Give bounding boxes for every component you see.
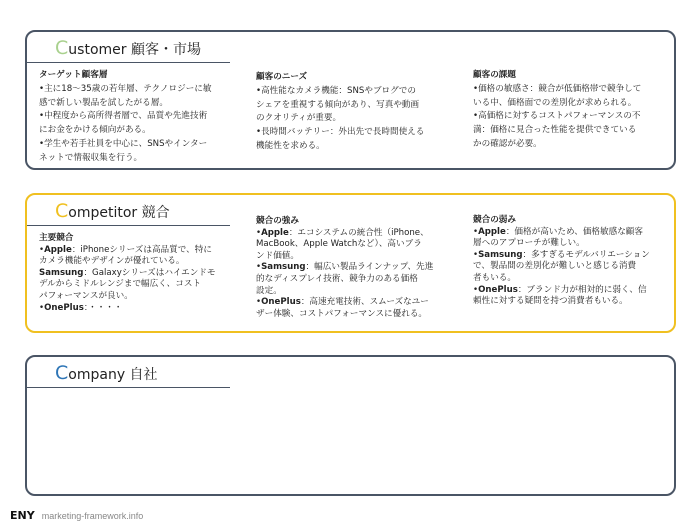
text-line: ネットで情報収集を行う。 — [39, 152, 143, 163]
company-section — [25, 355, 676, 496]
brand-name: OnePlus — [478, 284, 518, 295]
item-text: ：iPhoneシリーズは高品質で、特に — [71, 244, 212, 255]
item-text: ：・・・・ — [83, 302, 123, 313]
company-title-initial: C — [55, 362, 69, 384]
weakness-item-samsung — [473, 250, 673, 262]
brand-name: Apple — [478, 226, 506, 237]
brand-name: Samsung — [39, 267, 84, 278]
brand-name: Apple — [44, 244, 72, 255]
weakness-item-oneplus — [473, 285, 673, 297]
competitor-strengths — [256, 216, 456, 320]
main-competitors — [39, 233, 244, 314]
brand-name: Apple — [261, 227, 289, 238]
bullet: • — [473, 226, 479, 237]
strength-item-oneplus — [256, 297, 456, 309]
competitor-item-oneplus — [39, 303, 244, 315]
bullet: • — [39, 244, 45, 255]
text-line: 者もいる。 — [473, 272, 516, 283]
text-line: ザー体験、コストパフォーマンスに優れる。 — [256, 308, 428, 319]
text-line: カメラ機能やデザインが優れている。 — [39, 256, 185, 267]
text-line: MacBook、Apple Watchなど）、高いブラ — [256, 239, 422, 250]
column-heading: 競合の弱み — [473, 215, 516, 225]
text-line: •主に18～35歳の若年層、テクノロジーに敏 — [39, 83, 212, 94]
brand-name: OnePlus — [261, 297, 301, 308]
competitor-section — [25, 193, 676, 333]
bullet: • — [473, 249, 479, 260]
customer-section — [25, 30, 676, 170]
competitor-weaknesses — [473, 215, 673, 308]
text-line: かの確認が必要。 — [473, 138, 542, 149]
text-line: で、製品間の差別化が難しいと感じる消費 — [473, 261, 637, 272]
company-title-text: ompany 自社 — [68, 367, 158, 383]
weakness-item-apple — [473, 227, 673, 239]
text-line: •学生や若手社員を中心に、SNSやインター — [39, 138, 208, 149]
customer-needs — [256, 71, 451, 154]
customer-title — [55, 38, 201, 60]
brand-logo: ENY — [10, 509, 35, 522]
text-line: •長時間バッテリー：外出先で長時間使える — [256, 127, 425, 138]
item-text: ：価格が高いため、価格敏感な顧客 — [505, 226, 643, 237]
text-line: デルからミドルレンジまで幅広く、コスト — [39, 279, 202, 290]
text-line: 設定。 — [256, 285, 282, 296]
competitor-title-text: ompetitor 競合 — [68, 205, 170, 221]
text-line: 的なディスプレイ技術、競争力のある価格 — [256, 273, 418, 284]
bullet: • — [256, 297, 262, 308]
bullet: • — [473, 284, 479, 295]
text-line: 層へのアプローチが難しい。 — [473, 238, 585, 249]
competitor-title-divider — [27, 225, 230, 226]
footer — [10, 507, 143, 523]
column-heading: ターゲット顧客層 — [39, 70, 108, 80]
strength-item-samsung — [256, 262, 456, 274]
customer-target-segment — [39, 69, 239, 166]
text-line: •価格の敏感さ：競合が低価格帯で競争して — [473, 83, 642, 94]
item-text: ：Galaxyシリーズはハイエンドモ — [83, 267, 216, 278]
text-line: •高価格に対するコストパフォーマンスの不 — [473, 111, 641, 122]
text-line: 頼性に対する疑問を持つ消費者もいる。 — [473, 296, 628, 307]
item-text: ：エコシステムの統合性（iPhone、 — [288, 227, 429, 238]
column-heading: 競合の強み — [256, 216, 299, 226]
item-text: ：ブランド力が相対的に弱く、信 — [517, 284, 647, 295]
text-line: •高性能なカメラ機能：SNSやブログでの — [256, 85, 416, 96]
strength-item-apple — [256, 228, 456, 240]
text-line: のクオリティが重要。 — [256, 113, 342, 124]
company-title-divider — [27, 387, 230, 388]
customer-title-divider — [27, 62, 230, 63]
text-line: 感で新しい製品を試したがる層。 — [39, 97, 168, 108]
text-line: •中程度から高所得者層で、品質や先進技術 — [39, 111, 208, 122]
text-line: パフォーマンスが良い。 — [39, 290, 133, 301]
text-line: 満：価格に見合った性能を提供できている — [473, 125, 637, 136]
item-text: ：幅広い製品ラインナップ、先進 — [305, 262, 434, 273]
column-heading: 主要競合 — [39, 233, 74, 243]
customer-issues — [473, 69, 668, 152]
competitor-item-samsung — [39, 268, 244, 280]
item-text: ：高速充電技術、スムーズなユー — [300, 297, 429, 308]
bullet: • — [256, 227, 262, 238]
text-line: シェアを重視する傾向があり、写真や動画 — [256, 99, 420, 110]
column-heading: 顧客のニーズ — [256, 72, 308, 82]
text-line: いる中、価格面での差別化が求められる。 — [473, 97, 637, 108]
bullet: • — [39, 302, 45, 313]
customer-title-text: ustomer 顧客・市場 — [68, 42, 201, 58]
text-line: 機能性を求める。 — [256, 140, 325, 151]
company-title — [55, 363, 158, 385]
text-line: にお金をかける傾向がある。 — [39, 125, 151, 136]
item-text: ：多すぎるモデルバリエーション — [522, 249, 650, 260]
brand-name: Samsung — [261, 262, 306, 273]
competitor-item-apple — [39, 245, 244, 257]
brand-name: OnePlus — [44, 302, 84, 313]
competitor-title — [55, 201, 170, 223]
bullet: • — [256, 262, 262, 273]
customer-title-initial: C — [55, 37, 69, 59]
site-url: marketing-framework.info — [41, 511, 144, 521]
column-heading: 顧客の課題 — [473, 70, 516, 80]
competitor-title-initial: C — [55, 200, 69, 222]
brand-name: Samsung — [478, 249, 523, 260]
text-line: ンド価値。 — [256, 250, 299, 261]
